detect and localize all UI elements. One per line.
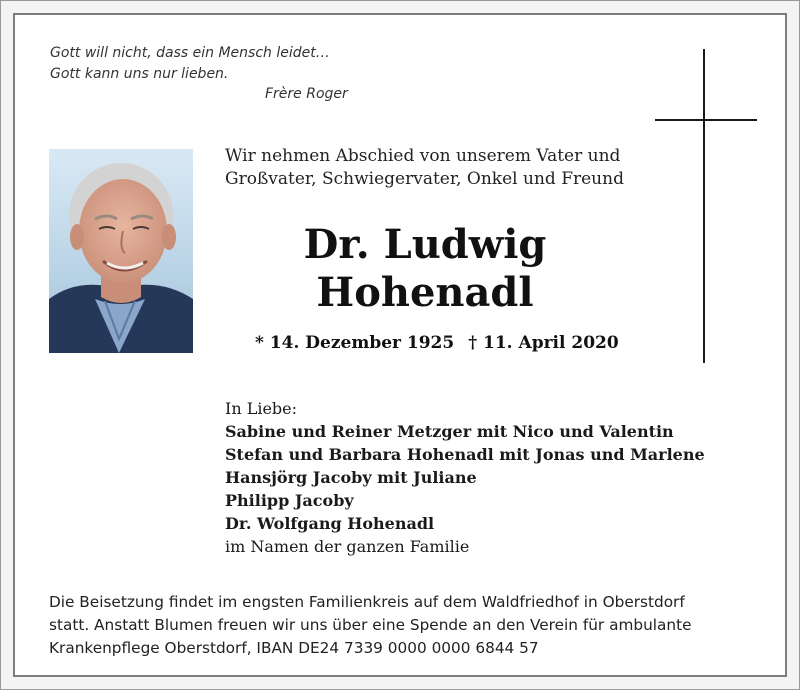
birth-date: * 14. Dezember 1925 <box>255 333 455 353</box>
family-member: Sabine und Reiner Metzger mit Nico und Valentin <box>225 422 674 441</box>
family-member: Stefan und Barbara Hohenadl mit Jonas und Marlene <box>225 445 705 464</box>
intro-text <box>225 145 624 191</box>
intro-line: Wir nehmen Abschied von unserem Vater und <box>225 146 621 166</box>
name-line: Hohenadl <box>316 269 534 316</box>
family-heading: In Liebe: <box>225 399 298 418</box>
family-member: Philipp Jacoby <box>225 491 354 510</box>
intro-line: Großvater, Schwiegervater, Onkel und Freund <box>225 169 624 189</box>
life-dates <box>255 333 619 353</box>
cross-icon <box>655 49 757 363</box>
family-list <box>225 397 705 558</box>
obituary-card <box>13 13 787 677</box>
deceased-name <box>215 221 635 317</box>
funeral-notice <box>49 591 769 660</box>
notice-line: statt. Anstatt Blumen freuen wir uns über eine Spende an den Verein für ambulante <box>49 616 692 634</box>
quote <box>50 43 330 85</box>
notice-line: Krankenpflege Oberstdorf, IBAN DE24 7339 0000 0000 6844 57 <box>49 639 539 657</box>
portrait-photo <box>49 149 193 353</box>
family-closing: im Namen der ganzen Familie <box>225 537 470 556</box>
notice-line: Die Beisetzung findet im engsten Familienkreis auf dem Waldfriedhof in Oberstdorf <box>49 593 685 611</box>
quote-author: Frère Roger <box>265 86 348 102</box>
quote-line: Gott will nicht, dass ein Mensch leidet… <box>50 45 330 61</box>
quote-line: Gott kann uns nur lieben. <box>50 66 229 82</box>
family-member: Dr. Wolfgang Hohenadl <box>225 514 435 533</box>
death-date: † 11. April 2020 <box>468 333 619 353</box>
family-member: Hansjörg Jacoby mit Juliane <box>225 468 477 487</box>
name-line: Dr. Ludwig <box>303 221 547 268</box>
